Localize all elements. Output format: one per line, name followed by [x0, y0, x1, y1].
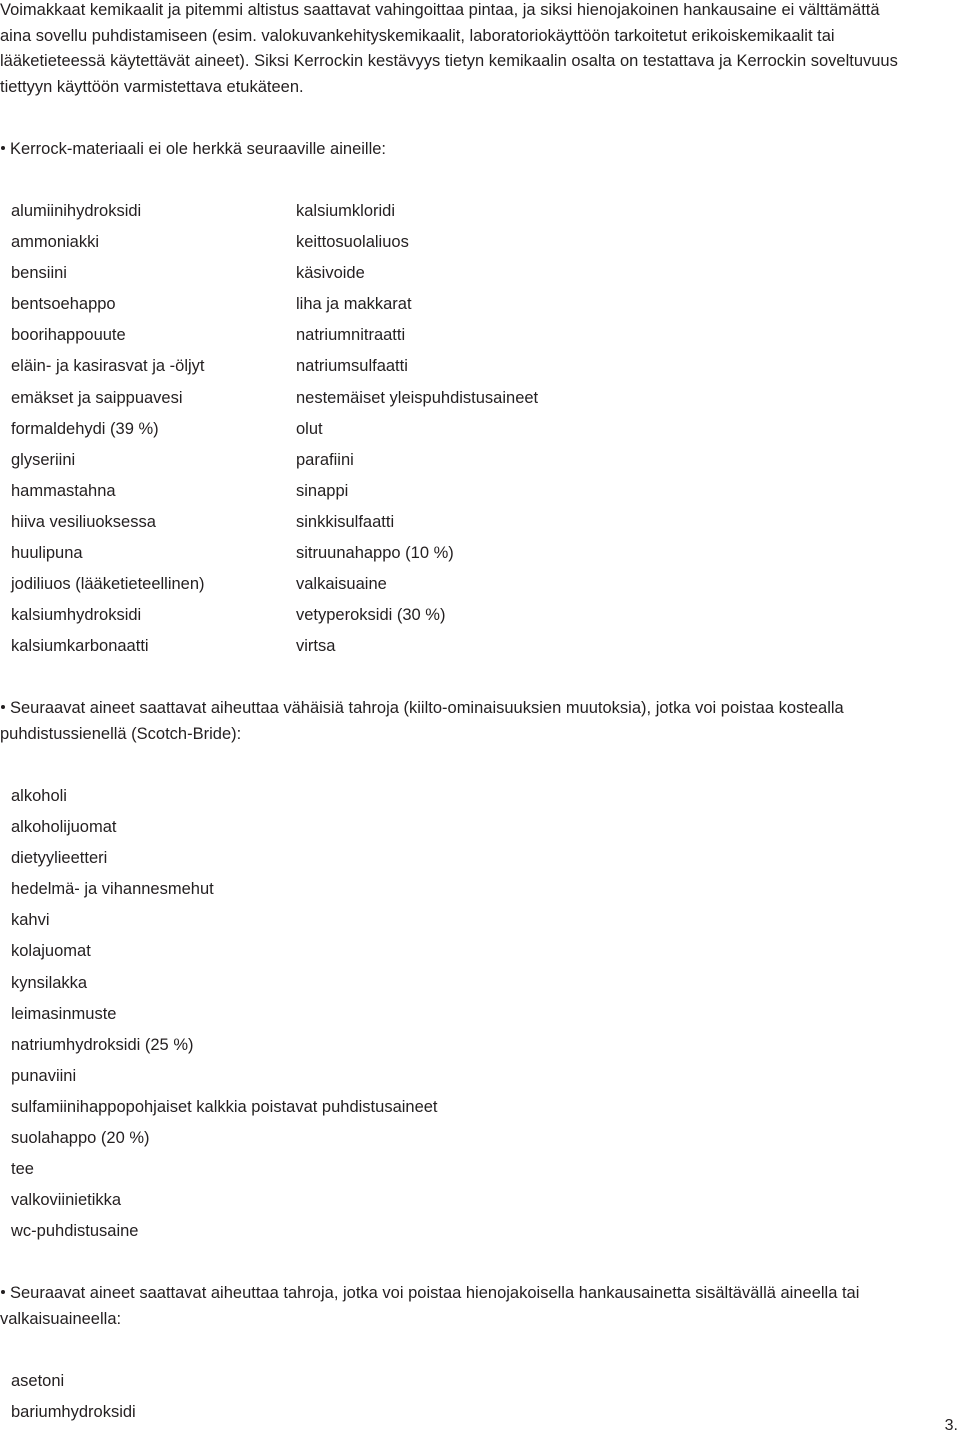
- list-item: eläin- ja kasirasvat ja -öljyt: [11, 357, 205, 376]
- list-item: emäkset ja saippuavesi: [11, 388, 183, 407]
- section1-left-list: [11, 196, 205, 662]
- intro-paragraph: [0, 0, 958, 100]
- section2-heading-text: Seuraavat aineet saattavat aiheuttaa vähäisiä tahroja (kiilto-ominaisuuksien muutoksia), jotka voi poistaa kostealla: [10, 699, 844, 717]
- list-item: parafiini: [296, 450, 354, 469]
- list-item: kalsiumhydroksidi: [11, 606, 142, 625]
- list-item: sinappi: [296, 481, 349, 500]
- list-item: valkaisuaine: [296, 575, 387, 594]
- list-item: alumiinihydroksidi: [11, 202, 142, 220]
- list-item: alkoholi: [11, 787, 67, 805]
- list-item: natriumsulfaatti: [296, 357, 408, 376]
- intro-line: Voimakkaat kemikaalit ja pitemmi altistus saattavat vahingoittaa pintaa, ja siksi hienojakoinen hankausaine ei välttämättä: [0, 1, 880, 19]
- list-item: punaviini: [11, 1066, 77, 1085]
- section3-heading-text: Seuraavat aineet saattavat aiheuttaa tahroja, jotka voi poistaa hienojakoisella hankausainetta sisältävällä aineella tai: [10, 1284, 860, 1302]
- list-item: jodiliuos (lääketieteellinen): [11, 575, 205, 594]
- list-item: tee: [11, 1160, 34, 1179]
- list-item: vetyperoksidi (30 %): [296, 606, 446, 625]
- list-item: formaldehydi (39 %): [11, 419, 159, 438]
- list-item: glyseriini: [11, 450, 76, 469]
- list-item: bentsoehappo: [11, 295, 116, 314]
- list-item: hammastahna: [11, 481, 116, 500]
- list-item: bensiini: [11, 264, 67, 283]
- section2-heading: [0, 696, 920, 747]
- section1-heading: [0, 137, 900, 163]
- section1-heading-text: Kerrock-materiaali ei ole herkkä seuraaville aineille:: [10, 140, 387, 158]
- intro-line: tiettyyn käyttöön varmistettava etukäteen.: [0, 77, 304, 96]
- list-item: natriumnitraatti: [296, 326, 406, 345]
- list-item: kolajuomat: [11, 942, 91, 961]
- list-item: wc-puhdistusaine: [11, 1222, 139, 1241]
- list-item: kalsiumkloridi: [296, 202, 396, 220]
- intro-line: aina sovellu puhdistamiseen (esim. valokuvankehityskemikaalit, laboratoriokäyttöön tarkoitetut erikoiskemikaalit tai: [0, 26, 835, 45]
- list-item: suolahappo (20 %): [11, 1129, 150, 1148]
- list-item: sinkkisulfaatti: [296, 512, 395, 531]
- section3-heading: [0, 1281, 920, 1332]
- bullet-icon: [1, 1290, 5, 1294]
- bullet-icon: [1, 146, 5, 150]
- list-item: nestemäiset yleispuhdistusaineet: [296, 388, 539, 407]
- list-item: hiiva vesiliuoksessa: [11, 512, 156, 531]
- list-item: dietyylieetteri: [11, 849, 108, 868]
- list-item: asetoni: [11, 1372, 65, 1390]
- list-item: ammoniakki: [11, 233, 100, 252]
- section2-list: [11, 781, 438, 1247]
- list-item: bariumhydroksidi: [11, 1403, 136, 1422]
- bullet-icon: [1, 705, 5, 709]
- list-item: käsivoide: [296, 264, 365, 283]
- section3-list: [11, 1366, 136, 1428]
- list-item: sitruunahappo (10 %): [296, 544, 454, 563]
- list-item: kynsilakka: [11, 973, 88, 992]
- list-item: keittosuolaliuos: [296, 233, 409, 252]
- list-item: hedelmä- ja vihannesmehut: [11, 880, 214, 899]
- list-item: kalsiumkarbonaatti: [11, 637, 149, 656]
- list-item: sulfamiinihappopohjaiset kalkkia poistavat puhdistusaineet: [11, 1097, 438, 1116]
- list-item: huulipuna: [11, 544, 83, 563]
- section3-heading-text: valkaisuaineella:: [0, 1309, 122, 1328]
- list-item: natriumhydroksidi (25 %): [11, 1035, 194, 1054]
- list-item: boorihappouute: [11, 326, 126, 345]
- section1-right-list: [296, 196, 538, 662]
- list-item: virtsa: [296, 637, 336, 656]
- list-item: valkoviinietikka: [11, 1191, 122, 1210]
- section2-heading-text: puhdistussienellä (Scotch-Bride):: [0, 724, 242, 743]
- list-item: liha ja makkarat: [296, 295, 412, 314]
- list-item: kahvi: [11, 911, 50, 930]
- list-item: alkoholijuomat: [11, 818, 117, 837]
- intro-line: lääketieteessä käytettävät aineet). Siksi Kerrockin kestävyys tietyn kemikaalin osalta on testattava ja Kerrockin soveltuvuus: [0, 52, 898, 70]
- page-number: 3.: [944, 1417, 958, 1434]
- list-item: leimasinmuste: [11, 1004, 117, 1023]
- list-item: olut: [296, 419, 323, 438]
